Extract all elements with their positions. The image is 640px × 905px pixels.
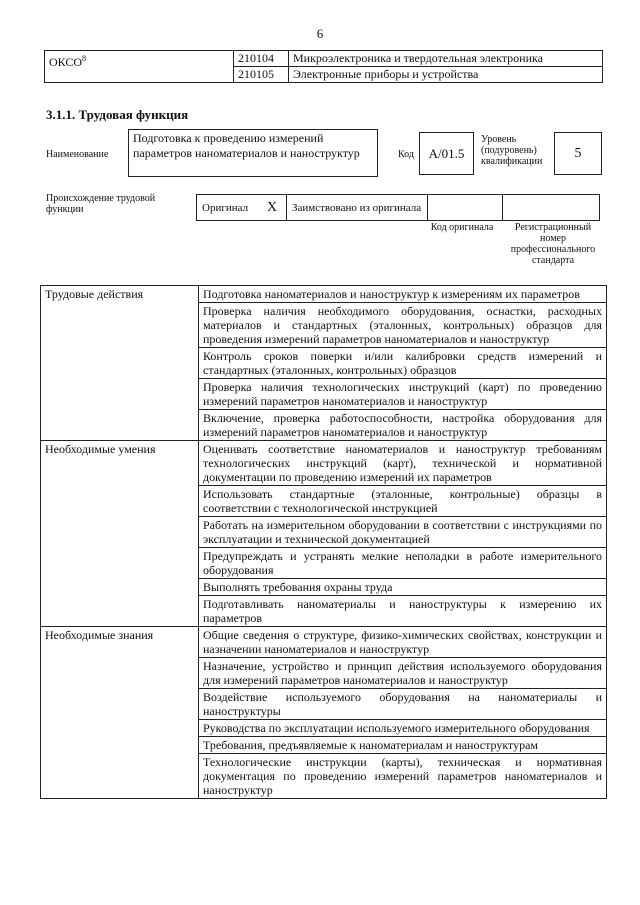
qualification-level: 5 (554, 132, 602, 175)
okso-table (44, 50, 603, 83)
okso-code: 210105 (234, 67, 289, 83)
original-code-cell (428, 195, 503, 221)
okso-row (45, 51, 603, 67)
table-cell: Воздействие используемого оборудования на наноматериалы и наноструктуры (199, 689, 607, 720)
name-label: Наименование (46, 149, 109, 160)
code-caption: Код оригинала (430, 222, 494, 233)
table-cell: Предупреждать и устранять мелкие неполадки в работе измерительного оборудования (199, 548, 607, 579)
table-cell: Проверка наличия необходимого оборудования, оснастки, расходных материалов и стандартных (эталонных, контрольных) образцов для проведения измерений параметров наноматериалов и наноструктур (199, 303, 607, 348)
table-cell: Проверка наличия технологических инструкций (карт) по проведению измерений параметров наноматериалов и наноструктур (199, 379, 607, 410)
okso-label: ОКСО (49, 55, 83, 69)
table-cell: Включение, проверка работоспособности, настройка оборудования для измерений параметров наноматериалов и наноструктур (199, 410, 607, 441)
reg-caption: Регистрационный номер профессионального стандарта (510, 222, 596, 266)
table-cell: Контроль сроков поверки и/или калибровки средств измерений и стандартных (эталонных, контрольных) образцов (199, 348, 607, 379)
okso-code: 210104 (234, 51, 289, 67)
table-cell: Подготавливать наноматериалы и наноструктуры к измерению их параметров (199, 596, 607, 627)
section-title: 3.1.1. Трудовая функция (46, 107, 189, 122)
table-cell: Выполнять требования охраны труда (199, 579, 607, 596)
table-cell: Технологические инструкции (карты), техническая и нормативная документация по проведению измерений параметров наноматериалов и наноструктур (199, 754, 607, 799)
table-cell: Руководства по эксплуатации используемого измерительного оборудования (199, 720, 607, 737)
section-header: Необходимые знания (41, 627, 199, 799)
table-row (41, 441, 607, 486)
origin-label: Происхождение трудовой функции (46, 193, 156, 215)
table-cell: Работать на измерительном оборудовании в соответствии с инструкциями по эксплуатации и технической документацией (199, 517, 607, 548)
code-label: Код (398, 149, 414, 160)
level-label: Уровень (подуровень) квалификации (481, 134, 543, 167)
original-mark: X (262, 195, 287, 221)
okso-label-cell (45, 51, 234, 83)
function-code: A/01.5 (419, 132, 474, 175)
table-row (41, 286, 607, 303)
table-cell: Подготовка наноматериалов и наноструктур к измерениям их параметров (199, 286, 607, 303)
page-number: 6 (316, 26, 324, 41)
okso-footnote: 8 (82, 54, 87, 63)
table-row (41, 627, 607, 658)
table-cell: Требования, предъявляемые к наноматериалам и наноструктурам (199, 737, 607, 754)
table-cell: Общие сведения о структуре, физико-химических свойствах, конструкции и назначении наноматериалов и наноструктур (199, 627, 607, 658)
section-header: Необходимые умения (41, 441, 199, 627)
original-label: Оригинал (197, 195, 263, 221)
reg-number-cell (503, 195, 600, 221)
function-name: Подготовка к проведению измерений параметров наноматериалов и наноструктур (128, 129, 378, 177)
okso-name: Микроэлектроника и твердотельная электроника (289, 51, 603, 67)
table-cell: Назначение, устройство и принцип действия используемого оборудования для измерений параметров наноматериалов и наноструктур (199, 658, 607, 689)
section-header: Трудовые действия (41, 286, 199, 441)
borrowed-label: Заимствовано из оригинала (287, 195, 428, 221)
origin-row (197, 195, 600, 221)
okso-name: Электронные приборы и устройства (289, 67, 603, 83)
table-cell: Использовать стандартные (эталонные, контрольные) образцы в соответствии с технологической инструкцией (199, 486, 607, 517)
origin-table (196, 194, 600, 221)
table-cell: Оценивать соответствие наноматериалов и наноструктур требованиям технологических инструкций (карт), технической и нормативной документации по проведению измерений их параметров (199, 441, 607, 486)
function-table (40, 285, 607, 799)
